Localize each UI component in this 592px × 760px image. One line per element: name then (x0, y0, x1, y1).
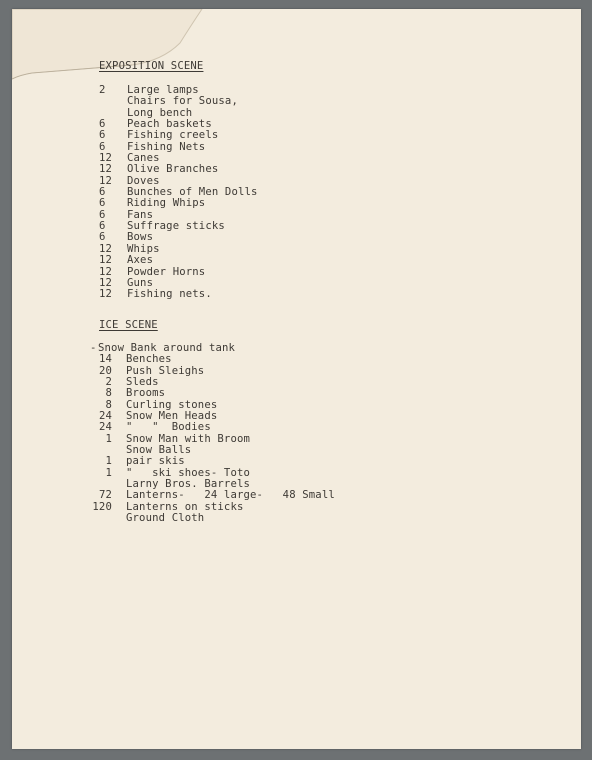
list-item (99, 221, 258, 232)
list-item (99, 164, 258, 175)
item-quantity: 12 (99, 163, 113, 176)
item-quantity: 6 (99, 129, 106, 142)
exposition-scene-list (99, 85, 258, 301)
item-description: Lanterns on sticks (126, 500, 244, 513)
item-description: Whips (127, 242, 160, 255)
item-quantity: 12 (99, 288, 113, 301)
ice-scene-list (90, 343, 335, 525)
item-quantity: 2 (105, 376, 112, 389)
item-description: Snow Man with Broom (126, 432, 251, 445)
item-quantity: - (90, 342, 97, 354)
item-quantity: 6 (99, 118, 106, 131)
section-heading-ice-scene: ICE SCENE (99, 319, 158, 331)
item-description: Fans (127, 208, 154, 221)
item-quantity: 8 (105, 398, 112, 411)
item-quantity: 1 (105, 466, 112, 479)
item-quantity: 6 (99, 197, 106, 210)
item-description: Bows (127, 231, 154, 244)
item-description: Curling stones (126, 398, 218, 411)
item-description: Sleds (126, 376, 159, 389)
item-description: Fishing creels (127, 129, 219, 142)
list-item (99, 267, 258, 278)
list-item (99, 289, 258, 300)
item-quantity: 8 (105, 387, 112, 400)
item-description: Brooms (126, 387, 166, 400)
item-description: Snow Bank around tank (98, 342, 236, 354)
item-description: Guns (127, 276, 154, 289)
item-quantity: 20 (98, 364, 112, 377)
item-description: Large lamps (127, 84, 199, 96)
item-quantity: 24 (98, 410, 112, 423)
item-description: Fishing Nets (127, 140, 206, 153)
item-quantity: 6 (99, 208, 106, 221)
list-item (90, 354, 335, 365)
item-quantity: 2 (99, 84, 106, 96)
item-quantity (99, 96, 127, 107)
item-description: Peach baskets (127, 118, 212, 131)
item-description: Push Sleighs (126, 364, 205, 377)
item-description: Powder Horns (127, 265, 206, 278)
item-quantity: 24 (98, 421, 112, 434)
section-heading-exposition-scene: EXPOSITION SCENE (99, 60, 204, 72)
item-description: Snow Balls (126, 444, 192, 457)
item-description: pair skis (126, 455, 185, 468)
item-description: Benches (126, 353, 172, 366)
item-description: Lanterns- 24 large- 48 Small (126, 489, 335, 502)
item-quantity: 1 (105, 455, 112, 468)
item-description: Suffrage sticks (127, 220, 225, 233)
item-quantity: 72 (98, 489, 112, 502)
item-quantity: 1 (105, 432, 112, 445)
item-description: Ground Cloth (126, 512, 205, 525)
item-quantity: 6 (99, 140, 106, 153)
list-item (99, 142, 258, 153)
item-quantity: 120 (92, 500, 112, 513)
item-description: " " Bodies (126, 421, 211, 434)
item-description: Riding Whips (127, 197, 206, 210)
item-quantity (90, 513, 112, 524)
list-item (99, 198, 258, 209)
item-quantity: 6 (99, 186, 106, 199)
item-description: Doves (127, 174, 160, 187)
item-quantity: 6 (99, 231, 106, 244)
item-quantity: 12 (99, 254, 113, 267)
item-quantity: 12 (99, 242, 113, 255)
item-description: Fishing nets. (127, 288, 212, 301)
item-description: Canes (127, 152, 160, 165)
item-description: " ski shoes- Toto (126, 466, 251, 479)
item-quantity: 12 (99, 174, 113, 187)
list-item (99, 96, 258, 107)
item-quantity: 12 (99, 276, 113, 289)
item-quantity: 6 (99, 220, 106, 233)
item-description: Chairs for Sousa, (127, 95, 238, 108)
item-quantity: 12 (99, 265, 113, 278)
item-description: Larny Bros. Barrels (126, 478, 251, 491)
item-description: Axes (127, 254, 154, 267)
list-item (90, 513, 335, 524)
list-item (99, 255, 258, 266)
list-item (99, 244, 258, 255)
item-description: Olive Branches (127, 163, 219, 176)
item-quantity: 14 (98, 353, 112, 366)
item-description: Snow Men Heads (126, 410, 218, 423)
item-description: Bunches of Men Dolls (127, 186, 258, 199)
list-item (99, 232, 258, 243)
item-quantity: 12 (99, 152, 113, 165)
item-description: Long bench (127, 106, 193, 119)
